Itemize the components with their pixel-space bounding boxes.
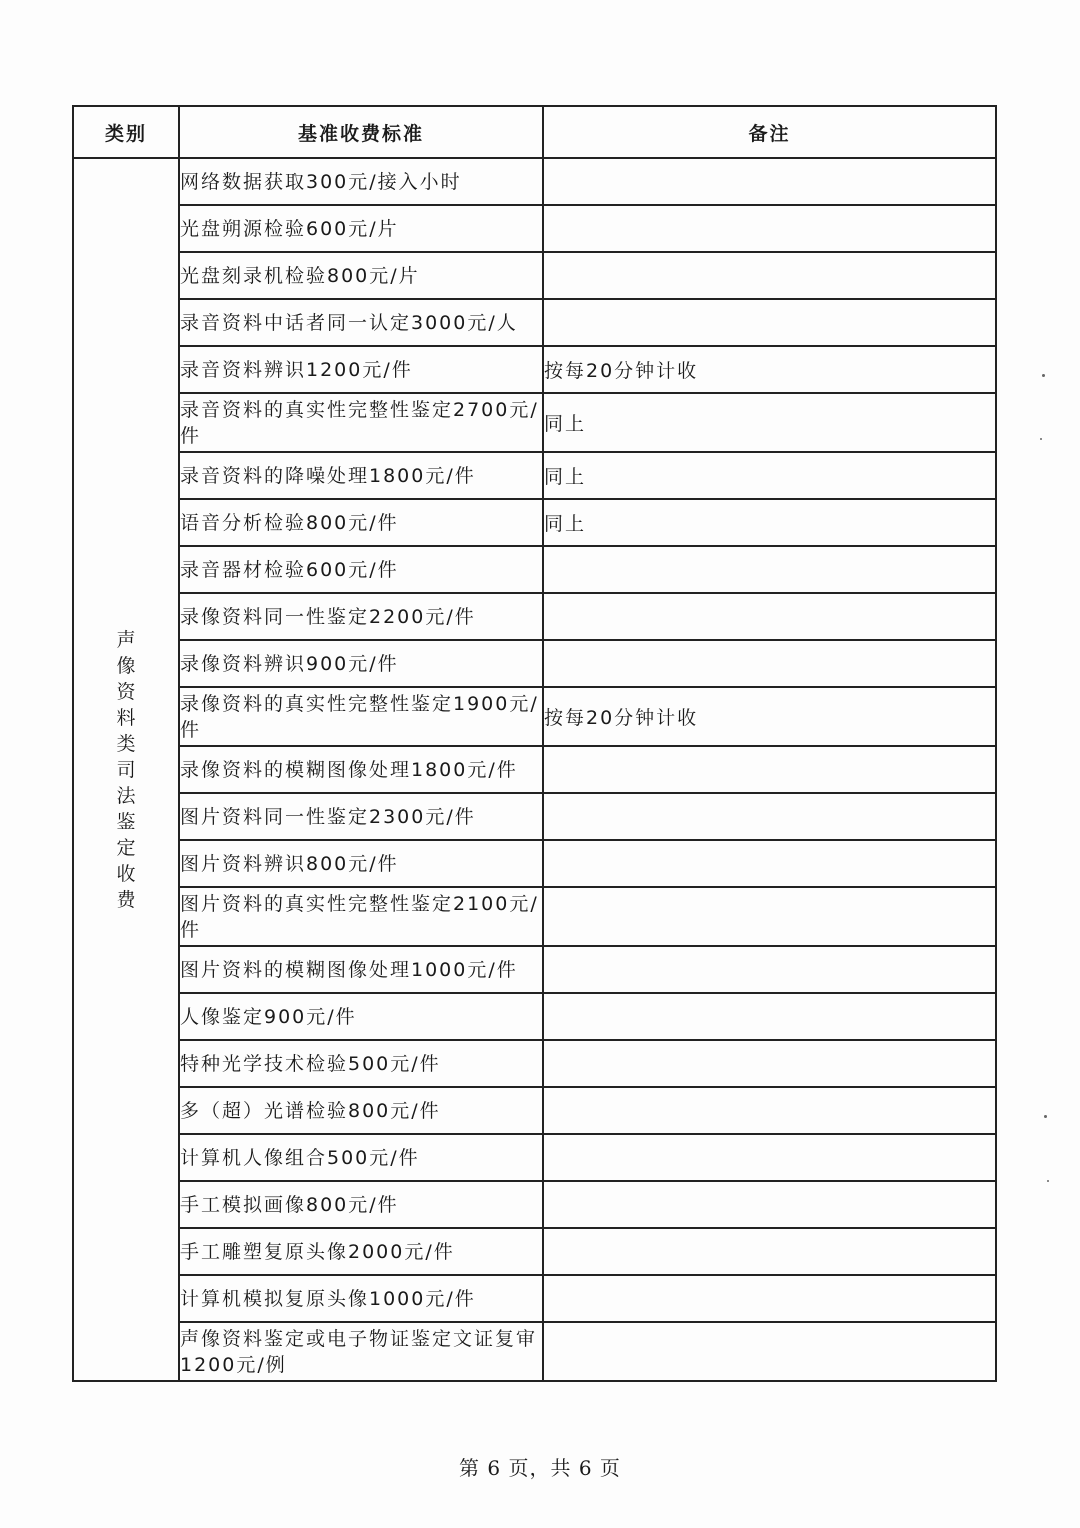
table-row bbox=[73, 299, 996, 346]
standard-cell: 人像鉴定900元/件 bbox=[179, 993, 543, 1040]
note-cell bbox=[543, 1275, 996, 1322]
note-cell bbox=[543, 1087, 996, 1134]
note-cell bbox=[543, 746, 996, 793]
table-row bbox=[73, 640, 996, 687]
note-cell bbox=[543, 946, 996, 993]
table-row bbox=[73, 346, 996, 393]
category-label: 声像资料类司法鉴定收费 bbox=[116, 628, 136, 911]
table-row bbox=[73, 993, 996, 1040]
table-row bbox=[73, 687, 996, 746]
table-header-row bbox=[73, 106, 996, 158]
table-row bbox=[73, 946, 996, 993]
table-row bbox=[73, 840, 996, 887]
table-row bbox=[73, 393, 996, 452]
standard-cell: 声像资料鉴定或电子物证鉴定文证复审1200元/例 bbox=[179, 1322, 543, 1381]
table-row bbox=[73, 1087, 996, 1134]
standard-cell: 录音资料的真实性完整性鉴定2700元/件 bbox=[179, 393, 543, 452]
standard-cell: 录音资料的降噪处理1800元/件 bbox=[179, 452, 543, 499]
note-cell bbox=[543, 1322, 996, 1381]
scan-speck bbox=[1042, 374, 1045, 377]
header-category: 类别 bbox=[73, 106, 179, 158]
note-cell: 同上 bbox=[543, 393, 996, 452]
table-row bbox=[73, 1322, 996, 1381]
scan-speck bbox=[1047, 1180, 1049, 1182]
table-row bbox=[73, 793, 996, 840]
page-number-footer: 第 6 页，共 6 页 bbox=[459, 1456, 621, 1480]
table-row bbox=[73, 1040, 996, 1087]
note-cell bbox=[543, 1181, 996, 1228]
standard-cell: 图片资料的真实性完整性鉴定2100元/件 bbox=[179, 887, 543, 946]
note-cell: 同上 bbox=[543, 499, 996, 546]
standard-cell: 图片资料辨识800元/件 bbox=[179, 840, 543, 887]
note-cell bbox=[543, 793, 996, 840]
note-cell bbox=[543, 299, 996, 346]
standard-cell: 录像资料同一性鉴定2200元/件 bbox=[179, 593, 543, 640]
note-cell: 同上 bbox=[543, 452, 996, 499]
standard-cell: 光盘刻录机检验800元/片 bbox=[179, 252, 543, 299]
note-cell bbox=[543, 1040, 996, 1087]
fee-standard-table bbox=[72, 105, 997, 1382]
table-row bbox=[73, 887, 996, 946]
standard-cell: 多（超）光谱检验800元/件 bbox=[179, 1087, 543, 1134]
table-row bbox=[73, 205, 996, 252]
standard-cell: 语音分析检验800元/件 bbox=[179, 499, 543, 546]
standard-cell: 图片资料的模糊图像处理1000元/件 bbox=[179, 946, 543, 993]
standard-cell: 光盘朔源检验600元/片 bbox=[179, 205, 543, 252]
standard-cell: 计算机人像组合500元/件 bbox=[179, 1134, 543, 1181]
note-cell bbox=[543, 887, 996, 946]
standard-cell: 手工模拟画像800元/件 bbox=[179, 1181, 543, 1228]
standard-cell: 录像资料的真实性完整性鉴定1900元/件 bbox=[179, 687, 543, 746]
table-row bbox=[73, 1134, 996, 1181]
note-cell bbox=[543, 593, 996, 640]
header-note: 备注 bbox=[543, 106, 996, 158]
standard-cell: 手工雕塑复原头像2000元/件 bbox=[179, 1228, 543, 1275]
note-cell bbox=[543, 1134, 996, 1181]
scan-speck bbox=[1044, 1115, 1047, 1118]
table-row bbox=[73, 1181, 996, 1228]
table-row bbox=[73, 452, 996, 499]
table-row bbox=[73, 546, 996, 593]
header-standard: 基准收费标准 bbox=[179, 106, 543, 158]
table-row bbox=[73, 499, 996, 546]
table-row bbox=[73, 593, 996, 640]
standard-cell: 图片资料同一性鉴定2300元/件 bbox=[179, 793, 543, 840]
note-cell bbox=[543, 640, 996, 687]
standard-cell: 录像资料的模糊图像处理1800元/件 bbox=[179, 746, 543, 793]
note-cell bbox=[543, 252, 996, 299]
note-cell bbox=[543, 158, 996, 205]
standard-cell: 录音资料辨识1200元/件 bbox=[179, 346, 543, 393]
table-row bbox=[73, 1275, 996, 1322]
note-cell bbox=[543, 993, 996, 1040]
scan-speck bbox=[1040, 438, 1042, 440]
note-cell bbox=[543, 840, 996, 887]
note-cell: 按每20分钟计收 bbox=[543, 346, 996, 393]
table-row bbox=[73, 158, 996, 205]
note-cell: 按每20分钟计收 bbox=[543, 687, 996, 746]
table-row bbox=[73, 252, 996, 299]
standard-cell: 计算机模拟复原头像1000元/件 bbox=[179, 1275, 543, 1322]
table-row bbox=[73, 1228, 996, 1275]
standard-cell: 录像资料辨识900元/件 bbox=[179, 640, 543, 687]
table-row bbox=[73, 746, 996, 793]
note-cell bbox=[543, 205, 996, 252]
standard-cell: 网络数据获取300元/接入小时 bbox=[179, 158, 543, 205]
note-cell bbox=[543, 1228, 996, 1275]
note-cell bbox=[543, 546, 996, 593]
standard-cell: 录音器材检验600元/件 bbox=[179, 546, 543, 593]
standard-cell: 特种光学技术检验500元/件 bbox=[179, 1040, 543, 1087]
standard-cell: 录音资料中话者同一认定3000元/人 bbox=[179, 299, 543, 346]
category-cell bbox=[73, 158, 179, 1381]
